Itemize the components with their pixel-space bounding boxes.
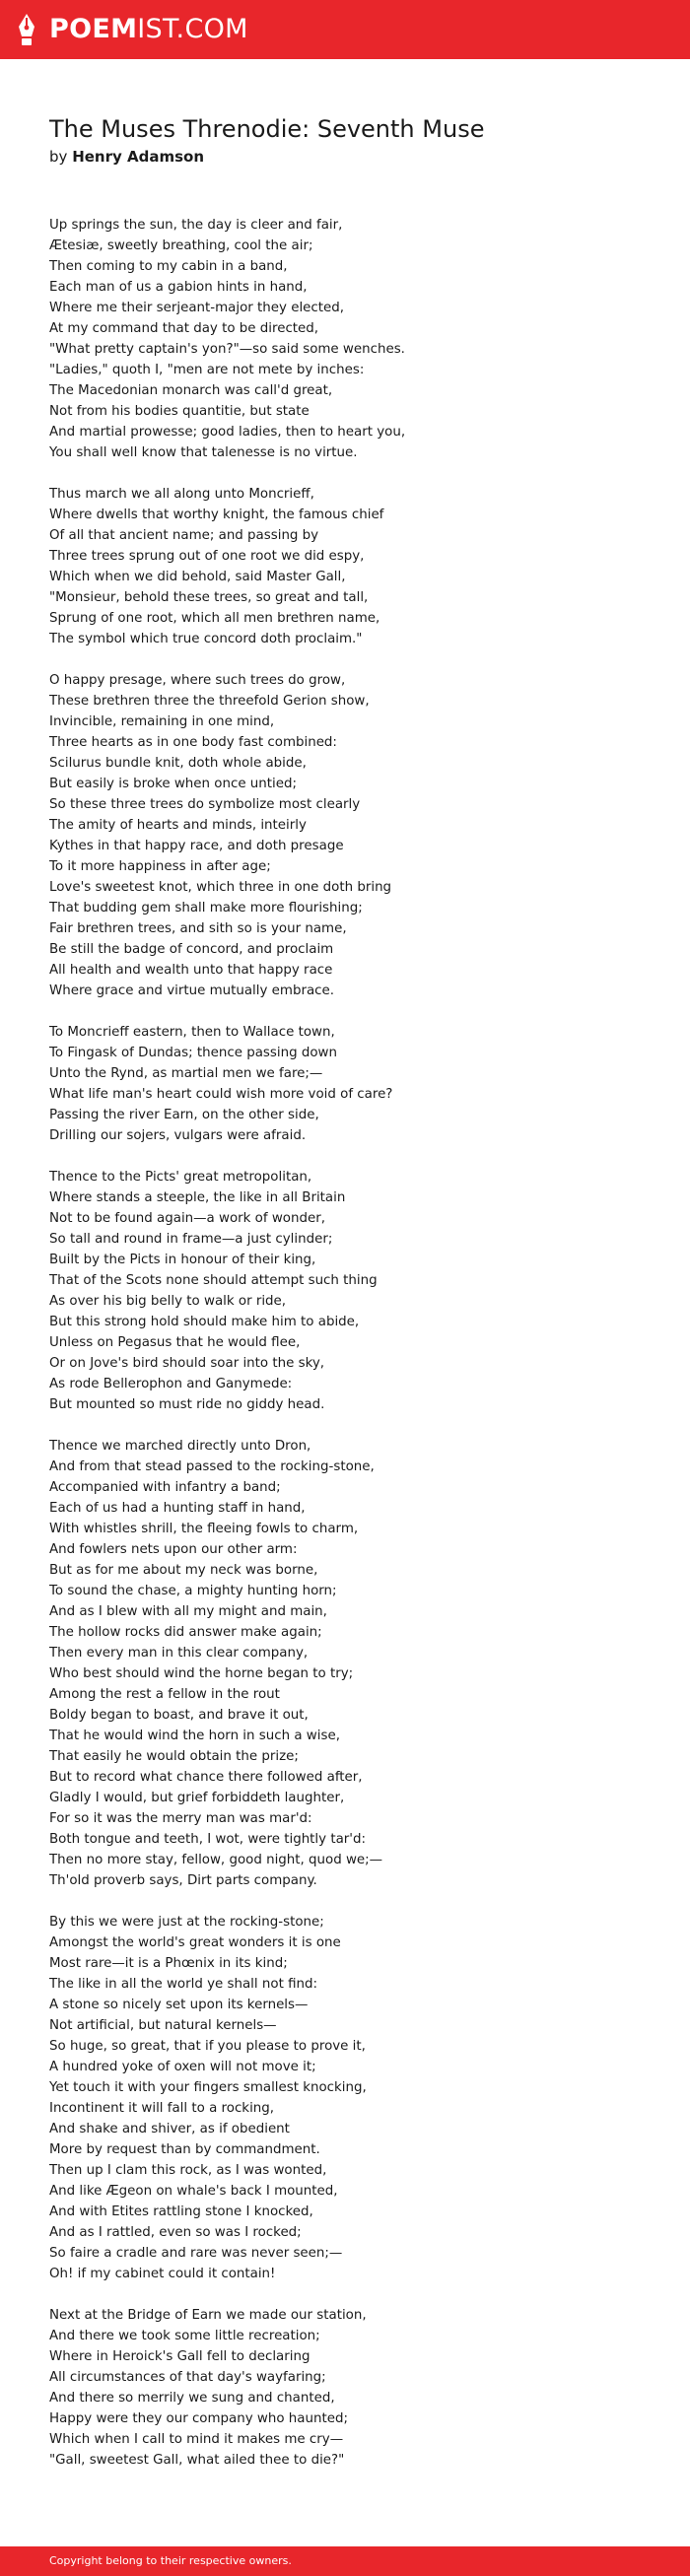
poem-line: Not to be found again—a work of wonder, [49, 1211, 325, 1226]
poem-line: Where stands a steeple, the like in all Britain [49, 1190, 346, 1205]
stanza [49, 1167, 641, 1415]
poem-line: "What pretty captain's yon?"—so said some wenches. [49, 342, 405, 357]
poem-line: Built by the Picts in honour of their king, [49, 1253, 316, 1267]
poem-line: Unto the Rynd, as martial men we fare;— [49, 1066, 323, 1081]
poem-line: Next at the Bridge of Earn we made our station, [49, 2308, 367, 2323]
poem-line: But to record what chance there followed after, [49, 1770, 363, 1785]
poem-line: Then coming to my cabin in a band, [49, 259, 288, 274]
poem-line: Not artificial, but natural kernels— [49, 2018, 277, 2033]
poem-line: Where dwells that worthy knight, the famous chief [49, 508, 384, 522]
stanza [49, 670, 641, 1001]
poem-body [49, 215, 641, 2491]
poem-line: All health and wealth unto that happy race [49, 963, 333, 978]
poem-line: The amity of hearts and minds, inteirly [49, 818, 307, 833]
poem-line: By this we were just at the rocking-stone; [49, 1915, 324, 1930]
poem-line: And there we took some little recreation; [49, 2329, 320, 2343]
poem-line: That he would wind the horn in such a wise, [49, 1729, 340, 1743]
poem-line: All circumstances of that day's wayfaring; [49, 2370, 326, 2385]
poem-line: Passing the river Earn, on the other side, [49, 1108, 319, 1122]
poem-line: And there so merrily we sung and chanted, [49, 2391, 335, 2406]
poem-line: Which when we did behold, said Master Gall, [49, 570, 346, 584]
poem-line: Three hearts as in one body fast combined: [49, 735, 337, 750]
poem-line: To Fingask of Dundas; thence passing down [49, 1046, 337, 1060]
poem-line: Thence we marched directly unto Dron, [49, 1439, 311, 1454]
poem-line: Happy were they our company who haunted; [49, 2411, 348, 2426]
poem-line: Among the rest a fellow in the rout [49, 1687, 280, 1702]
poem-line: What life man's heart could wish more void of care? [49, 1087, 393, 1102]
poem-line: A stone so nicely set upon its kernels— [49, 1998, 309, 2012]
poem-line: Sprung of one root, which all men brethren name, [49, 611, 380, 626]
poem-line: At my command that day to be directed, [49, 321, 319, 336]
poem-line: As rode Bellerophon and Ganymede: [49, 1377, 293, 1391]
poem-line: So these three trees do symbolize most clearly [49, 797, 361, 812]
poem-line: "Ladies," quoth I, "men are not mete by inches: [49, 363, 365, 377]
poem-line: You shall well know that talenesse is no virtue. [49, 445, 358, 460]
poem-line: Both tongue and teeth, I wot, were tightly tar'd: [49, 1832, 366, 1847]
poem-line: Thus march we all along unto Moncrieff, [49, 487, 314, 502]
poem-line: Th'old proverb says, Dirt parts company. [49, 1873, 317, 1888]
poem-line: Up springs the sun, the day is cleer and fair, [49, 218, 343, 233]
poem-line: And as I rattled, even so was I rocked; [49, 2225, 302, 2240]
poem-line: These brethren three the threefold Gerion show, [49, 694, 370, 709]
poem-line: Be still the badge of concord, and proclaim [49, 942, 334, 957]
poem-line: Then no more stay, fellow, good night, quod we;— [49, 1853, 383, 1867]
poem-line: Yet touch it with your fingers smallest knocking, [49, 2080, 367, 2095]
brand-light: IST.COM [137, 14, 248, 44]
site-logo[interactable] [16, 13, 248, 46]
poem-line: Oh! if my cabinet could it contain! [49, 2267, 276, 2281]
poem-line: That of the Scots none should attempt such thing [49, 1273, 378, 1288]
poem-line: So faire a cradle and rare was never seen;— [49, 2246, 343, 2261]
poem-line: More by request than by commandment. [49, 2142, 320, 2157]
poem-line: The Macedonian monarch was call'd great, [49, 383, 333, 398]
poem-line: Or on Jove's bird should soar into the sky, [49, 1356, 325, 1371]
stanza [49, 484, 641, 649]
poem-line: The hollow rocks did answer make again; [49, 1625, 322, 1640]
byline [49, 146, 204, 168]
poem-line: Fair brethren trees, and sith so is your name, [49, 921, 347, 936]
poem-line: Who best should wind the horne began to try; [49, 1666, 354, 1681]
poem-line: Most rare—it is a Phœnix in its kind; [49, 1956, 288, 1971]
poem-line: Incontinent it will fall to a rocking, [49, 2101, 275, 2116]
brand-name [49, 13, 248, 46]
poem-line: Drilling our sojers, vulgars were afraid. [49, 1128, 307, 1143]
poem-line: That easily he would obtain the prize; [49, 1749, 299, 1764]
stanza [49, 1912, 641, 2284]
poem-line: And from that stead passed to the rocking-stone, [49, 1459, 375, 1474]
poem-line: But easily is broke when once untied; [49, 777, 298, 791]
poem-line: Then every man in this clear company, [49, 1646, 309, 1661]
poem-line: But mounted so must ride no giddy head. [49, 1397, 325, 1412]
poem-line: Then up I clam this rock, as I was wonted, [49, 2163, 327, 2178]
poem-line: So tall and round in frame—a just cylinder; [49, 1232, 333, 1247]
poem-line: But this strong hold should make him to abide, [49, 1315, 360, 1329]
poem-line: And martial prowesse; good ladies, then to heart you, [49, 425, 406, 440]
stanza [49, 1436, 641, 1891]
poem-line: Kythes in that happy race, and doth presage [49, 839, 344, 853]
copyright-text: Copyright belong to their respective owners. [49, 2554, 292, 2567]
brand-bold: POEM [49, 14, 138, 44]
poem-line: And with Etites rattling stone I knocked, [49, 2204, 313, 2219]
poem-line: But as for me about my neck was borne, [49, 1563, 318, 1578]
poem-line: The like in all the world ye shall not find: [49, 1977, 318, 1992]
site-footer [0, 2546, 690, 2576]
poem-line: And like Ægeon on whale's back I mounted, [49, 2184, 338, 2199]
stanza [49, 1022, 641, 1146]
poem-line: Not from his bodies quantitie, but state [49, 404, 310, 419]
poem-line: Amongst the world's great wonders it is one [49, 1935, 341, 1950]
poem-line: "Monsieur, behold these trees, so great and tall, [49, 590, 369, 605]
poem-line: Scilurus bundle knit, doth whole abide, [49, 756, 307, 771]
poem-line: That budding gem shall make more flourishing; [49, 901, 363, 915]
poem-line: Where me their serjeant-major they elected, [49, 301, 345, 315]
poem-line: Boldy began to boast, and brave it out, [49, 1708, 309, 1723]
stanza [49, 215, 641, 463]
poem-line: Invincible, remaining in one mind, [49, 714, 275, 729]
poem-line: Where in Heroick's Gall fell to declaring [49, 2349, 310, 2364]
poem-line: Accompanied with infantry a band; [49, 1480, 281, 1495]
by-label: by [49, 148, 68, 166]
poem-line: Where grace and virtue mutually embrace. [49, 983, 335, 998]
poem-line: To it more happiness in after age; [49, 859, 271, 874]
poem-line: Love's sweetest knot, which three in one doth bring [49, 880, 392, 895]
poem-line: As over his big belly to walk or ride, [49, 1294, 287, 1309]
poem-title: The Muses Threnodie: Seventh Muse [49, 115, 485, 143]
poem-line: Of all that ancient name; and passing by [49, 528, 319, 543]
fountain-pen-icon [16, 13, 37, 46]
poem-line: O happy presage, where such trees do grow, [49, 673, 346, 688]
poem-line: Three trees sprung out of one root we did espy, [49, 549, 365, 564]
poem-line: And as I blew with all my might and main, [49, 1604, 327, 1619]
poem-line: And shake and shiver, as if obedient [49, 2122, 290, 2136]
poem-line: To Moncrieff eastern, then to Wallace town, [49, 1025, 335, 1040]
poem-line: So huge, so great, that if you please to prove it, [49, 2039, 366, 2054]
site-header [0, 0, 690, 59]
poem-line: Thence to the Picts' great metropolitan, [49, 1170, 312, 1185]
author-link[interactable]: Henry Adamson [72, 148, 205, 166]
poem-line: Ætesiæ, sweetly breathing, cool the air; [49, 238, 313, 253]
poem-line: A hundred yoke of oxen will not move it; [49, 2060, 316, 2074]
poem-line: To sound the chase, a mighty hunting horn; [49, 1584, 337, 1598]
poem-line: Which when I call to mind it makes me cry— [49, 2432, 344, 2447]
poem-line: Unless on Pegasus that he would flee, [49, 1335, 301, 1350]
poem-line: Gladly I would, but grief forbiddeth laughter, [49, 1791, 345, 1805]
poem-line: Each man of us a gabion hints in hand, [49, 280, 308, 295]
stanza [49, 2305, 641, 2471]
poem-line: "Gall, sweetest Gall, what ailed thee to die?" [49, 2453, 345, 2468]
poem-line: With whistles shrill, the fleeing fowls to charm, [49, 1522, 359, 1536]
poem-line: And fowlers nets upon our other arm: [49, 1542, 298, 1557]
poem-line: For so it was the merry man was mar'd: [49, 1811, 312, 1826]
poem-line: The symbol which true concord doth proclaim." [49, 632, 363, 646]
poem-line: Each of us had a hunting staff in hand, [49, 1501, 306, 1516]
